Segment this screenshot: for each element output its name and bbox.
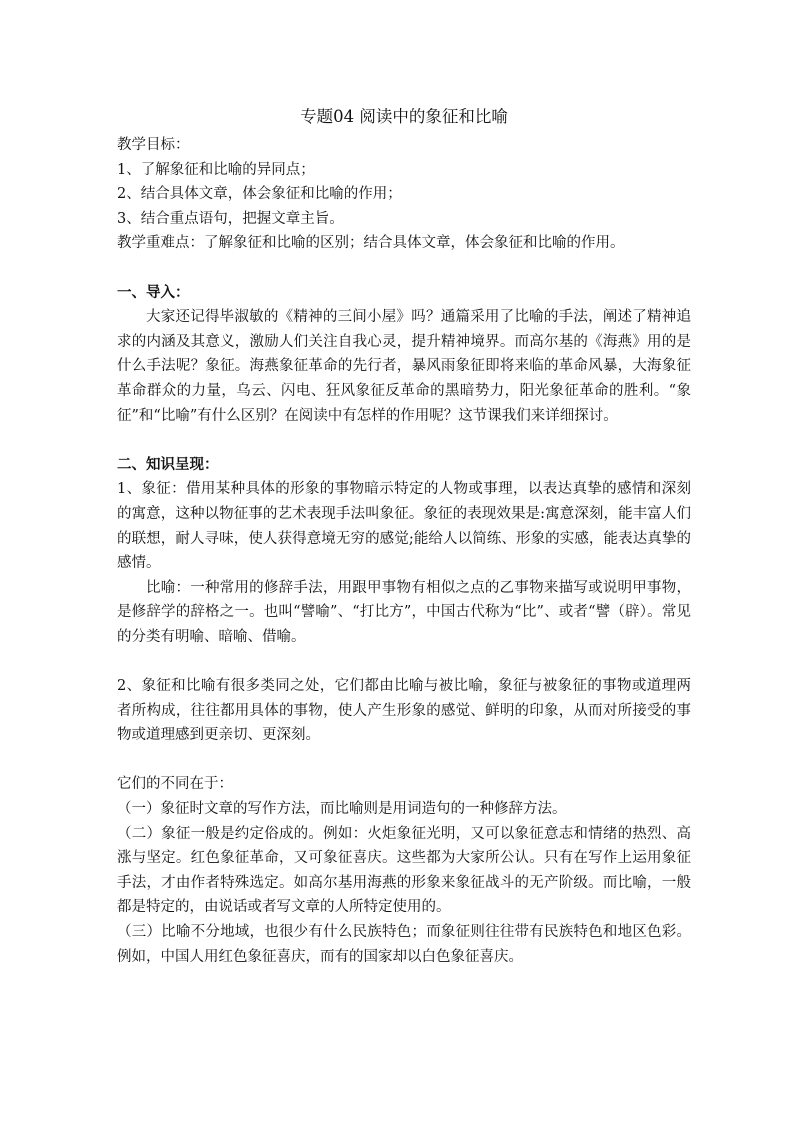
difference-item: （三）比喻不分地域，也很少有什么民族特色；而象征则往往带有民族特色和地区色彩。例如，中国人用红色象征喜庆，而有的国家却以白色象征喜庆。 [117,924,691,965]
difference-item: （二）象征一般是约定俗成的。例如：火炬象征光明，又可以象征意志和情绪的热烈、高涨与坚定。红色象征革命，又可象征喜庆。这些都为大家所公认。只有在写作上运用象征手法，才由作者特殊选定。如高尔基用海燕的形象来象征战斗的无产阶级。而比喻，一般都是特定的，由说话或者写文章的人所特定使用的。 [117,825,691,916]
objectives-label: 教学目标： [117,137,190,153]
objective-item: 3、结合重点语句，把握文章主旨。 [117,210,344,227]
spacer [117,256,691,281]
key-points: 教学重难点：了解象征和比喻的区别；结合具体文章，体会象征和比喻的作用。 [117,235,625,252]
objective-item: 2、结合具体文章，体会象征和比喻的作用； [117,186,402,203]
metaphor-definition-paragraph: 比喻：一种常用的修辞手法，用跟甲事物有相似之点的乙事物来描写或说明甲事物，是修辞学的辞格之一。也叫“譬喻”、“打比方”，中国古代称为“比”、或者“譬（辟）。常见的分类有明喻、暗喻、借喻。 [117,579,691,645]
similarity-paragraph: 2、象征和比喻有很多类同之处，它们都由比喻与被比喻，象征与被象征的事物或道理两者所构成，往往都用具体的事物，使人产生形象的感觉、鲜明的印象，从而对所接受的事物或道理感到更亲切、更深刻。 [117,678,691,744]
spacer [117,649,691,674]
section-heading-intro: 一、导入： [117,283,190,301]
differences-intro: 它们的不同在于： [117,776,233,793]
spacer [117,748,691,773]
difference-item: （一）象征时文章的写作方法，而比喻则是用词造句的一种修辞方法。 [117,801,567,818]
intro-paragraph: 大家还记得毕淑敏的《精神的三间小屋》吗？通篇采用了比喻的手法，阐述了精神追求的内涵及其意义，激励人们关注自我心灵，提升精神境界。而高尔基的《海燕》用的是什么手法呢？象征。海燕象征革命的先行者，暴风雨象征即将来临的革命风暴，大海象征革命群众的力量，乌云、闪电、狂风象征反革命的黑暗势力，阳光象征革命的胜利。“象征”和“比喻”有什么区别？在阅读中有怎样的作用呢？这节课我们来详细探讨。 [117,309,691,424]
document-page [117,104,691,969]
document-title: 专题04 阅读中的象征和比喻 [300,107,508,126]
objective-item: 1、了解象征和比喻的异同点； [117,161,315,178]
spacer [117,428,691,453]
section-heading-knowledge: 二、知识呈现： [117,455,219,473]
symbol-definition-paragraph: 1、象征：借用某种具体的形象的事物暗示特定的人物或事理，以表达真挚的感情和深刻的寓意，这种以物征事的艺术表现手法叫象征。象征的表现效果是:寓意深刻，能丰富人们的联想，耐人寻味，使人获得意境无穷的感觉;能给人以简练、形象的实感，能表达真挚的感情。 [117,481,691,572]
